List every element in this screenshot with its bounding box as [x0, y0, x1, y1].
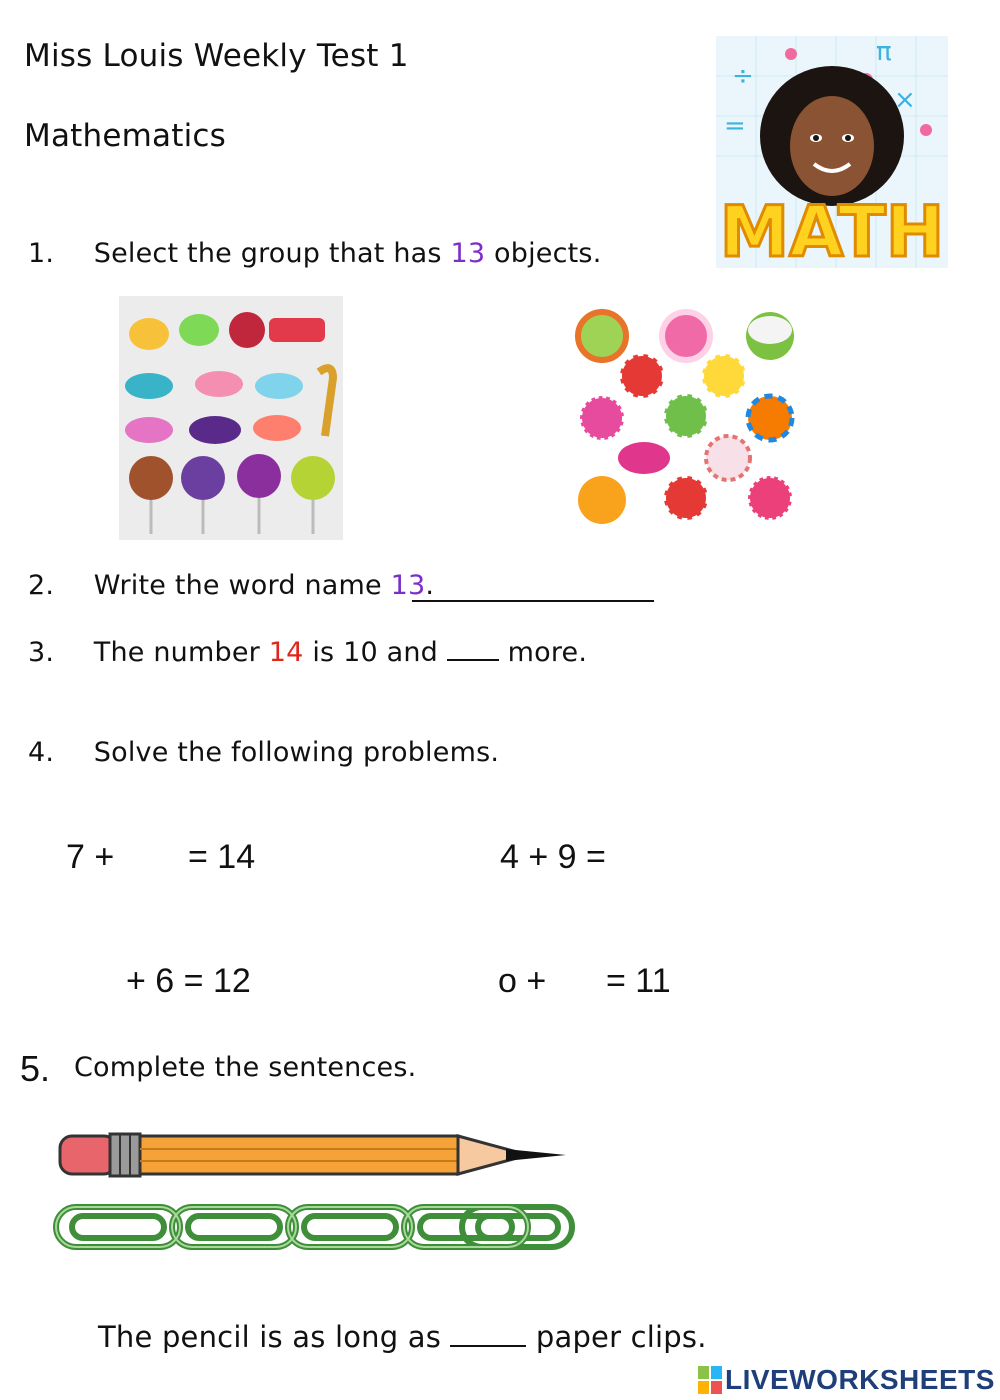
problem-2: 4 + 9 =: [500, 838, 606, 876]
question-3-text-middle: is 10 and: [312, 637, 438, 668]
question-3-highlight-number: 14: [268, 637, 304, 668]
question-2-highlight-number: 13: [390, 570, 426, 601]
question-3: [28, 637, 587, 668]
problem-1-answer-box[interactable]: [122, 838, 184, 878]
liveworksheets-icon: [698, 1366, 722, 1394]
question-5-text: Complete the sentences.: [74, 1052, 417, 1083]
svg-text:÷: ÷: [732, 61, 754, 91]
pencil-sentence-after: paper clips.: [535, 1320, 707, 1354]
problem-4-answer-box[interactable]: [548, 962, 610, 1002]
pencil-sentence-answer-blank[interactable]: [450, 1323, 526, 1347]
question-1: [28, 238, 601, 269]
subject-title: Mathematics: [24, 118, 226, 154]
pencil-sentence-before: The pencil is as long as: [98, 1320, 442, 1354]
question-5-number: 5.: [20, 1048, 51, 1089]
pencil-sentence: [98, 1320, 707, 1354]
math-logo-image: [716, 36, 948, 268]
problem-2-answer-box[interactable]: [612, 838, 674, 878]
candy-group-a-image: [119, 296, 343, 540]
question-3-answer-blank[interactable]: [447, 637, 499, 661]
question-4: [28, 737, 499, 768]
problem-4-right: = 11: [606, 962, 671, 1000]
question-2-text-after: .: [425, 570, 435, 601]
question-2: [28, 570, 434, 601]
candy-group-b[interactable]: [572, 304, 802, 530]
problem-4-left: o +: [498, 962, 547, 1000]
liveworksheets-text: LIVEWORKSHEETS: [725, 1364, 995, 1395]
worksheet-title: Miss Louis Weekly Test 1: [24, 38, 409, 74]
question-4-text: Solve the following problems.: [93, 737, 500, 768]
candy-group-b-image: [572, 304, 802, 530]
svg-text:=: =: [724, 111, 746, 141]
problem-1-left: 7 +: [66, 838, 115, 876]
candy-group-a[interactable]: [119, 296, 343, 540]
paper-clips-image: [52, 1202, 576, 1252]
question-2-answer-blank[interactable]: [412, 578, 654, 602]
question-2-number: 2.: [28, 570, 55, 601]
question-3-text-after: more.: [507, 637, 588, 668]
question-1-number: 1.: [28, 238, 55, 269]
svg-text:×: ×: [894, 85, 916, 115]
question-1-highlight-number: 13: [450, 238, 486, 269]
problem-3-answer-box[interactable]: [60, 962, 122, 1002]
question-1-text-before: Select the group that has: [93, 238, 442, 269]
problem-3: + 6 = 12: [126, 962, 251, 1000]
pencil-image: [58, 1128, 570, 1182]
question-1-text-after: objects.: [494, 238, 602, 269]
liveworksheets-logo: [698, 1364, 995, 1396]
question-2-text-before: Write the word name: [93, 570, 382, 601]
question-3-text-before: The number: [93, 637, 260, 668]
question-4-number: 4.: [28, 737, 55, 768]
math-logo-text: MATH: [719, 191, 945, 268]
question-3-number: 3.: [28, 637, 55, 668]
problem-1-right: = 14: [188, 838, 256, 876]
svg-text:π: π: [876, 37, 892, 67]
